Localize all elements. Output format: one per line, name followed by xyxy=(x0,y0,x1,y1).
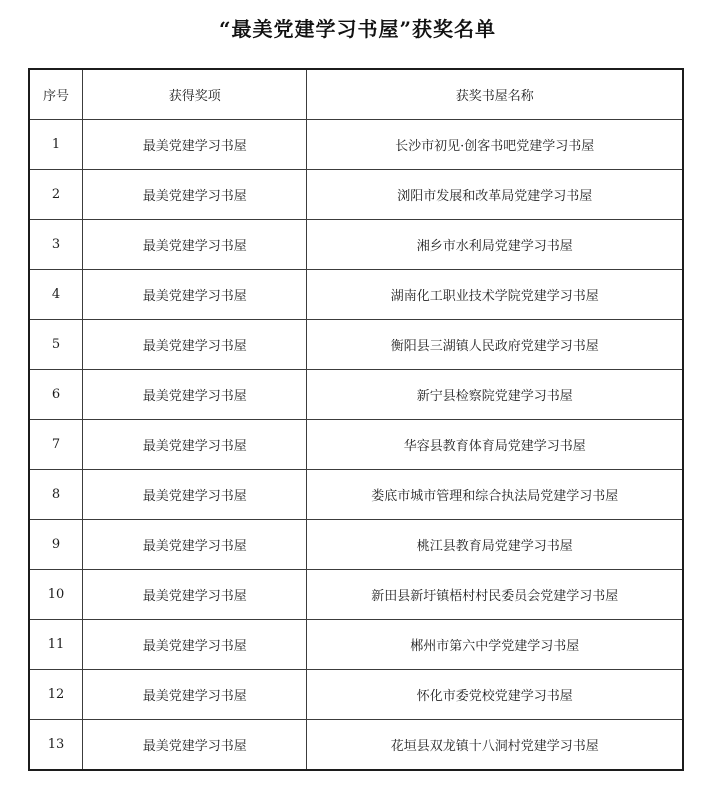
row-index-cell: 11 xyxy=(29,620,83,670)
award-name-cell: 最美党建学习书屋 xyxy=(83,420,307,470)
table-row xyxy=(29,470,683,520)
award-name-cell: 最美党建学习书屋 xyxy=(83,120,307,170)
table-row xyxy=(29,670,683,720)
bookhouse-name-cell: 浏阳市发展和改革局党建学习书屋 xyxy=(307,170,683,220)
row-index-cell: 10 xyxy=(29,570,83,620)
bookhouse-name-cell: 郴州市第六中学党建学习书屋 xyxy=(307,620,683,670)
table-row xyxy=(29,120,683,170)
bookhouse-name-cell: 新田县新圩镇梧村村民委员会党建学习书屋 xyxy=(307,570,683,620)
column-header-index: 序号 xyxy=(29,69,83,120)
row-index-cell: 13 xyxy=(29,720,83,771)
column-header-award: 获得奖项 xyxy=(83,69,307,120)
table-row xyxy=(29,720,683,771)
bookhouse-name-cell: 湘乡市水利局党建学习书屋 xyxy=(307,220,683,270)
award-name-cell: 最美党建学习书屋 xyxy=(83,720,307,771)
bookhouse-name-cell: 娄底市城市管理和综合执法局党建学习书屋 xyxy=(307,470,683,520)
row-index-cell: 4 xyxy=(29,270,83,320)
table-header-row xyxy=(29,69,683,120)
row-index-cell: 5 xyxy=(29,320,83,370)
table-row xyxy=(29,320,683,370)
award-name-cell: 最美党建学习书屋 xyxy=(83,520,307,570)
bookhouse-name-cell: 桃江县教育局党建学习书屋 xyxy=(307,520,683,570)
row-index-cell: 1 xyxy=(29,120,83,170)
row-index-cell: 2 xyxy=(29,170,83,220)
award-name-cell: 最美党建学习书屋 xyxy=(83,270,307,320)
award-name-cell: 最美党建学习书屋 xyxy=(83,370,307,420)
table-row xyxy=(29,370,683,420)
row-index-cell: 3 xyxy=(29,220,83,270)
award-name-cell: 最美党建学习书屋 xyxy=(83,570,307,620)
page-title: “最美党建学习书屋”获奖名单 xyxy=(218,17,496,41)
bookhouse-name-cell: 怀化市委党校党建学习书屋 xyxy=(307,670,683,720)
award-name-cell: 最美党建学习书屋 xyxy=(83,470,307,520)
award-name-cell: 最美党建学习书屋 xyxy=(83,320,307,370)
row-index-cell: 6 xyxy=(29,370,83,420)
bookhouse-name-cell: 新宁县检察院党建学习书屋 xyxy=(307,370,683,420)
awards-table xyxy=(28,68,684,771)
bookhouse-name-cell: 衡阳县三湖镇人民政府党建学习书屋 xyxy=(307,320,683,370)
column-header-bookhouse-name: 获奖书屋名称 xyxy=(307,69,683,120)
row-index-cell: 7 xyxy=(29,420,83,470)
table-body xyxy=(29,120,683,771)
row-index-cell: 12 xyxy=(29,670,83,720)
bookhouse-name-cell: 华容县教育体育局党建学习书屋 xyxy=(307,420,683,470)
table-row xyxy=(29,420,683,470)
award-name-cell: 最美党建学习书屋 xyxy=(83,620,307,670)
table-row xyxy=(29,220,683,270)
row-index-cell: 8 xyxy=(29,470,83,520)
table-row xyxy=(29,170,683,220)
award-name-cell: 最美党建学习书屋 xyxy=(83,220,307,270)
row-index-cell: 9 xyxy=(29,520,83,570)
table-row xyxy=(29,570,683,620)
award-name-cell: 最美党建学习书屋 xyxy=(83,170,307,220)
bookhouse-name-cell: 花垣县双龙镇十八洞村党建学习书屋 xyxy=(307,720,683,771)
bookhouse-name-cell: 湖南化工职业技术学院党建学习书屋 xyxy=(307,270,683,320)
table-row xyxy=(29,270,683,320)
award-name-cell: 最美党建学习书屋 xyxy=(83,670,307,720)
table-row xyxy=(29,520,683,570)
table-row xyxy=(29,620,683,670)
bookhouse-name-cell: 长沙市初见·创客书吧党建学习书屋 xyxy=(307,120,683,170)
